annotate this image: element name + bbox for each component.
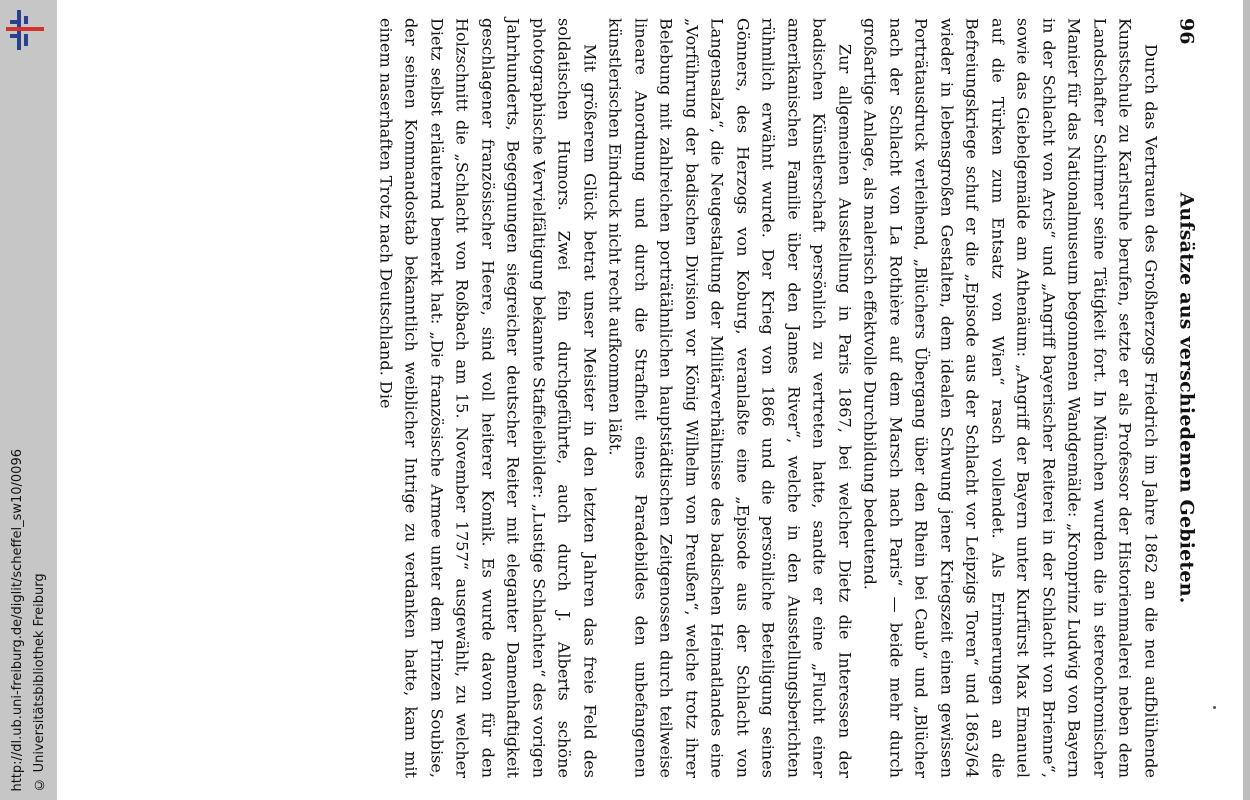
copyright-notice: © Universitätsbibliothek Freiburg <box>32 573 47 792</box>
paragraph: Durch das Vertrauen des Großherzogs Friedrich im Jahre 1862 an die neu aufblühende Kunstschule zu Karlsruhe berufen, setzte er als Professor der Historienmalerei neben dem Landschafter Schirmer seine Tätigkeit fort. In München wurden die in stereochromischer Manier für das Nationalmuseum begonnenen Wandgemälde: „Kronprinz Ludwig von Bayern in der Schlacht von Arcis“ und „Angriff bayerischer Reiterei in der Schlacht von Brienne“, sowie das Giebelgemälde am Athenäum: „Angriff der Bayern unter Kurfürst Max Emanuel auf die Türken zum Entsatz von Wien“ rasch vollendet. Als Erinnerungen an die Befreiungskriege schuf er die „Episode aus der Schlacht vor Leipzigs Toren“ und 1863/64 wieder in lebensgroßen Gestalten, dem idealen Schwung jener Kriegszeit einen gewissen Porträtausdruck verleihend, „Blüchers Übergang über den Rhein bei Caub“ und „Blücher nach der Schlacht von La Rothière auf dem Marsch nach Paris“ — beide mehr durch großartige Anlage, als malerisch effektvolle Durchbildung bedeutend. <box>861 17 1161 778</box>
page-content <box>103 18 1198 778</box>
page-number: 96 <box>1175 17 1198 44</box>
page-header <box>1172 18 1198 778</box>
source-url[interactable]: http://dl.ub.uni-freiburg.de/diglit/scheffel_sw10/0096 <box>10 449 25 792</box>
scanned-page <box>95 5 1205 790</box>
viewer-right-edge <box>1243 0 1250 800</box>
viewer-side-text <box>7 449 51 792</box>
viewer-sidebar <box>0 0 57 800</box>
body-text <box>373 18 1164 778</box>
scan-speck <box>1213 706 1216 709</box>
university-library-logo-icon[interactable] <box>4 10 46 50</box>
paragraph: Zur allgemeinen Ausstellung in Paris 1867, bei welcher Dietz die Interessen der badischen Künstlerschaft persönlich zu vertreten hatte, sandte er eine „Flucht einer amerikanischen Familie über den James River“, welche in den Ausstellungsberichten rühmlich erwähnt wurde. Der Krieg von 1866 und die persönliche Beteiligung seines Gönners, des Herzogs von Koburg, veranlaßte eine „Episode aus der Schlacht von Langensalza“, die Neugestaltung der Militärverhältnisse des badischen Heimatlandes eine „Vorführung der badischen Division vor König Wilhelm von Preußen“, welche trotz ihrer Belebung mit zahlreichen porträtähnlichen hauptstädtischen Zeitgenossen durch teilweise lineare Anordnung und durch die Strafheit eines Paradebildes den unbefangenen künstlerischen Eindruck nicht recht aufkommen läßt. <box>606 17 855 778</box>
paragraph: Mit größerem Glück betrat unser Meister in den letzten Jahren das freie Feld des soldatischen Humors. Zwei fein durchgeführte, auch durch J. Alberts schöne photographische Vervielfältigung bekannte Staffeleibilder: „Lustige Schlachten“ des vorigen Jahrhunderts, Begegnungen siegreicher deutscher Reiter mit eleganter Damenhaftigkeit geschlagener französischer Heere, sind voll heiterer Komik. Es wurde davon für den Holzschnitt die „Schlacht von Roßbach am 15. November 1757“ ausgewählt, zu welcher Dietz selbst erläuternd bemerkt hat: „Die französische Armee unter dem Prinzen Soubise, der seinen Kommandostab bekanntlich weiblicher Intrige zu verdanken hatte, kam mit einem naserhaften Trotz nach Deutschland. Die <box>376 17 600 778</box>
running-head: Aufsätze aus verschiedenen Gebieten. <box>1175 191 1198 604</box>
